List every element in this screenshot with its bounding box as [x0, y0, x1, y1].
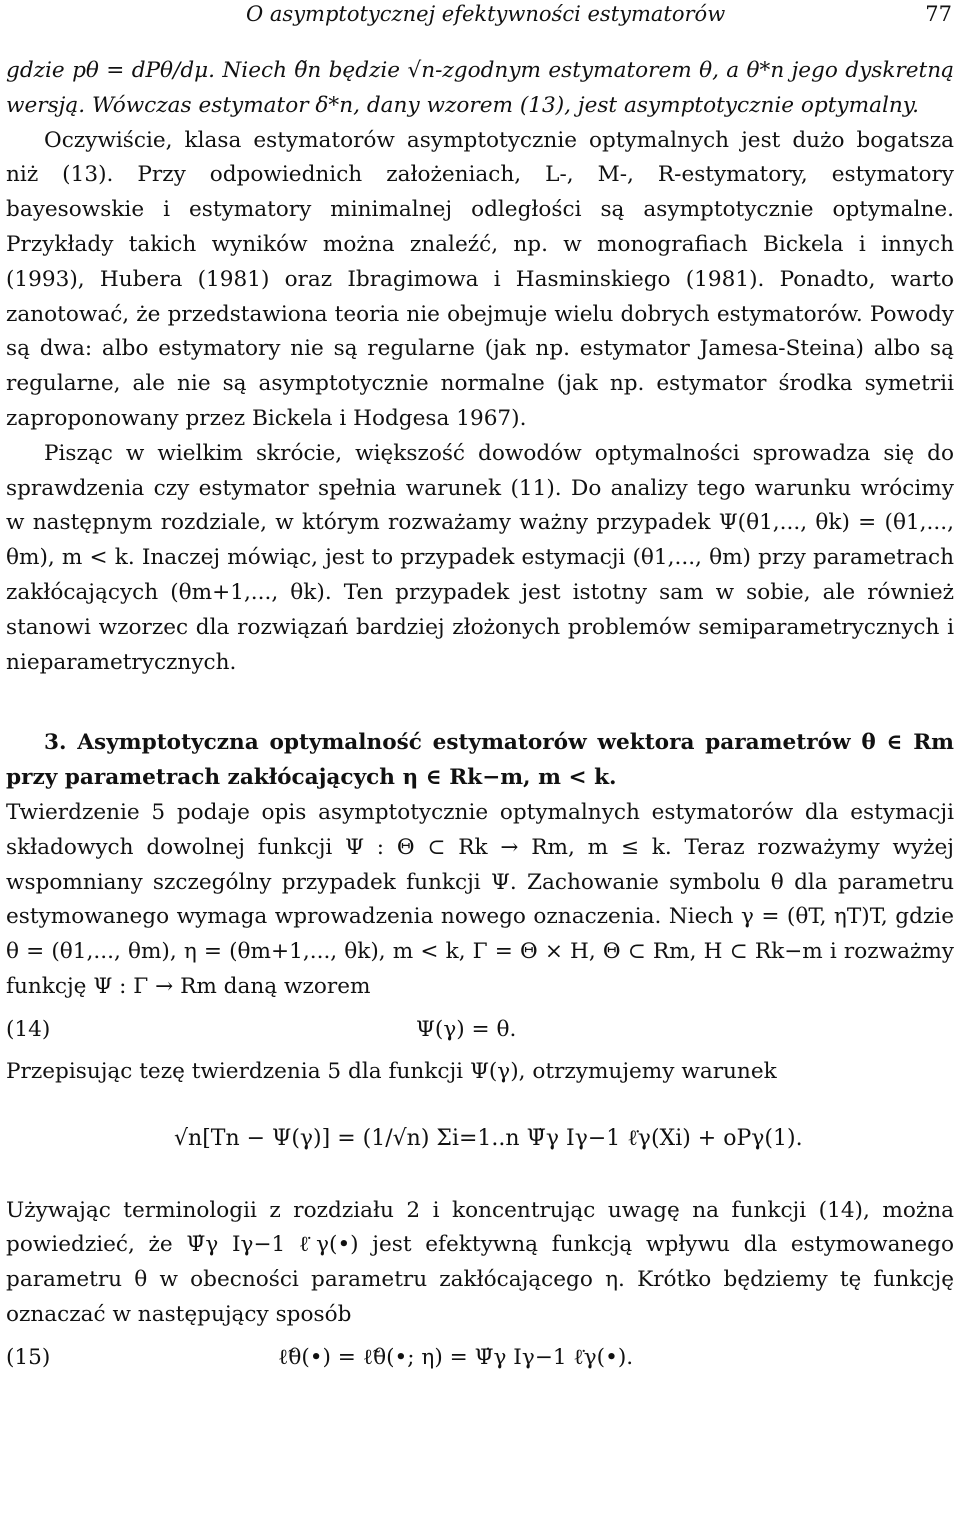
paragraph-estimators: Oczywiście, klasa estymatorów asymptotycznie optymalnych jest dużo bogatsza niż (13). Przy odpowiednich założeniach, L-, M-, R-estymatory, estymatory bayesowskie i estymatory minimalnej odległości są asymptotycznie optymalne. Przykłady takich wyników można znaleźć, np. w monografiach Bickela i innych (1993), Hubera (1981) oraz Ibragimowa i Hasminskiego (1981). Ponadto, warto zanotować, że przedstawiona teoria nie obejmuje wielu dobrych estymatorów. Powody są dwa: albo estymatory nie są regularne (jak np. estymator Jamesa-Steina) albo są regularne, ale nie są asymptotycznie normalne (jak np. estymator środka symetrii zaproponowany przez Bickela i Hodgesa 1967).: [6, 127, 954, 431]
running-header: [246, 2, 954, 30]
equation-number: (15): [6, 1344, 51, 1370]
paragraph-theorem-end: gdzie pθ = dPθ/dμ. Niech θ̃n będzie √n-zgodnym estymatorem θ, a θ*n jego dyskretną wersją. Wówczas estymator δ*n, dany wzorem (13), jest asymptotycznie optymalny.: [6, 58, 954, 118]
equation-formula: Ψ(γ) = θ.: [416, 1016, 517, 1042]
equation-formula: ℓ̃θ(•) = ℓ̃θ(•; η) = Ψ̇γ Iγ−1 ℓ̇γ(•).: [278, 1344, 634, 1370]
equation-number: (14): [6, 1016, 51, 1042]
paragraph-influence-function: Używając terminologii z rozdziału 2 i koncentrując uwagę na funkcji (14), można powiedzieć, że Ψ̇γ Iγ−1 ℓ̇γ(•) jest efektywną funkcją wpływu dla estymowanego parametru θ w obecności parametru zakłócającego η. Krótko będziemy tę funkcję oznaczać w następujący sposób: [6, 1197, 954, 1327]
paragraph-optimality-proofs: Pisząc w wielkim skrócie, większość dowodów optymalności sprowadza się do sprawdzenia czy estymator spełnia warunek (11). Do analizy tego warunku wrócimy w następnym rozdziale, w którym rozważamy ważny przypadek Ψ(θ1,..., θk) = (θ1,..., θm), m < k. Inaczej mówiąc, jest to przypadek estymacji (θ1,..., θm) przy parametrach zakłócających (θm+1,..., θk). Ten przypadek jest istotny sam w sobie, ale również stanowi wzorzec dla rozwiązań bardziej złożonych problemów semiparametrycznych i nieparametrycznych.: [6, 440, 954, 675]
paragraph-section-intro: Twierdzenie 5 podaje opis asymptotycznie optymalnych estymatorów dla estymacji składowych dowolnej funkcji Ψ : Θ ⊂ Rk → Rm, m ≤ k. Teraz rozważymy wyżej wspomniany szczególny przypadek funkcji Ψ. Zachowanie symbolu θ dla parametru estymowanego wymaga wprowadzenia nowego oznaczenia. Niech γ = (θT, ηT)T, gdzie θ = (θ1,..., θm), η = (θm+1,..., θk), m < k, Γ = Θ × H, Θ ⊂ Rm, H ⊂ Rk−m i rozważmy funkcję Ψ : Γ → Rm daną wzorem: [6, 799, 954, 999]
display-formula: √n[Tn − Ψ(γ)] = (1/√n) Σi=1..n Ψ̇γ Iγ−1 ℓ̇γ(Xi) + oPγ(1).: [174, 1125, 803, 1151]
equation-15: [6, 1333, 954, 1383]
section-heading: 3. Asymptotyczna optymalność estymatorów wektora parametrów θ ∈ Rm przy parametrach zakłócających η ∈ Rk−m, m < k.: [6, 730, 954, 791]
text-body: [6, 54, 954, 1383]
paragraph-condition: Przepisując tezę twierdzenia 5 dla funkcji Ψ(γ), otrzymujemy warunek: [6, 1058, 777, 1084]
equation-14: [6, 1005, 954, 1055]
page-number: 77: [925, 2, 952, 26]
running-title: O asymptotycznej efektywności estymatorów: [246, 2, 726, 26]
display-equation: [6, 1098, 954, 1194]
